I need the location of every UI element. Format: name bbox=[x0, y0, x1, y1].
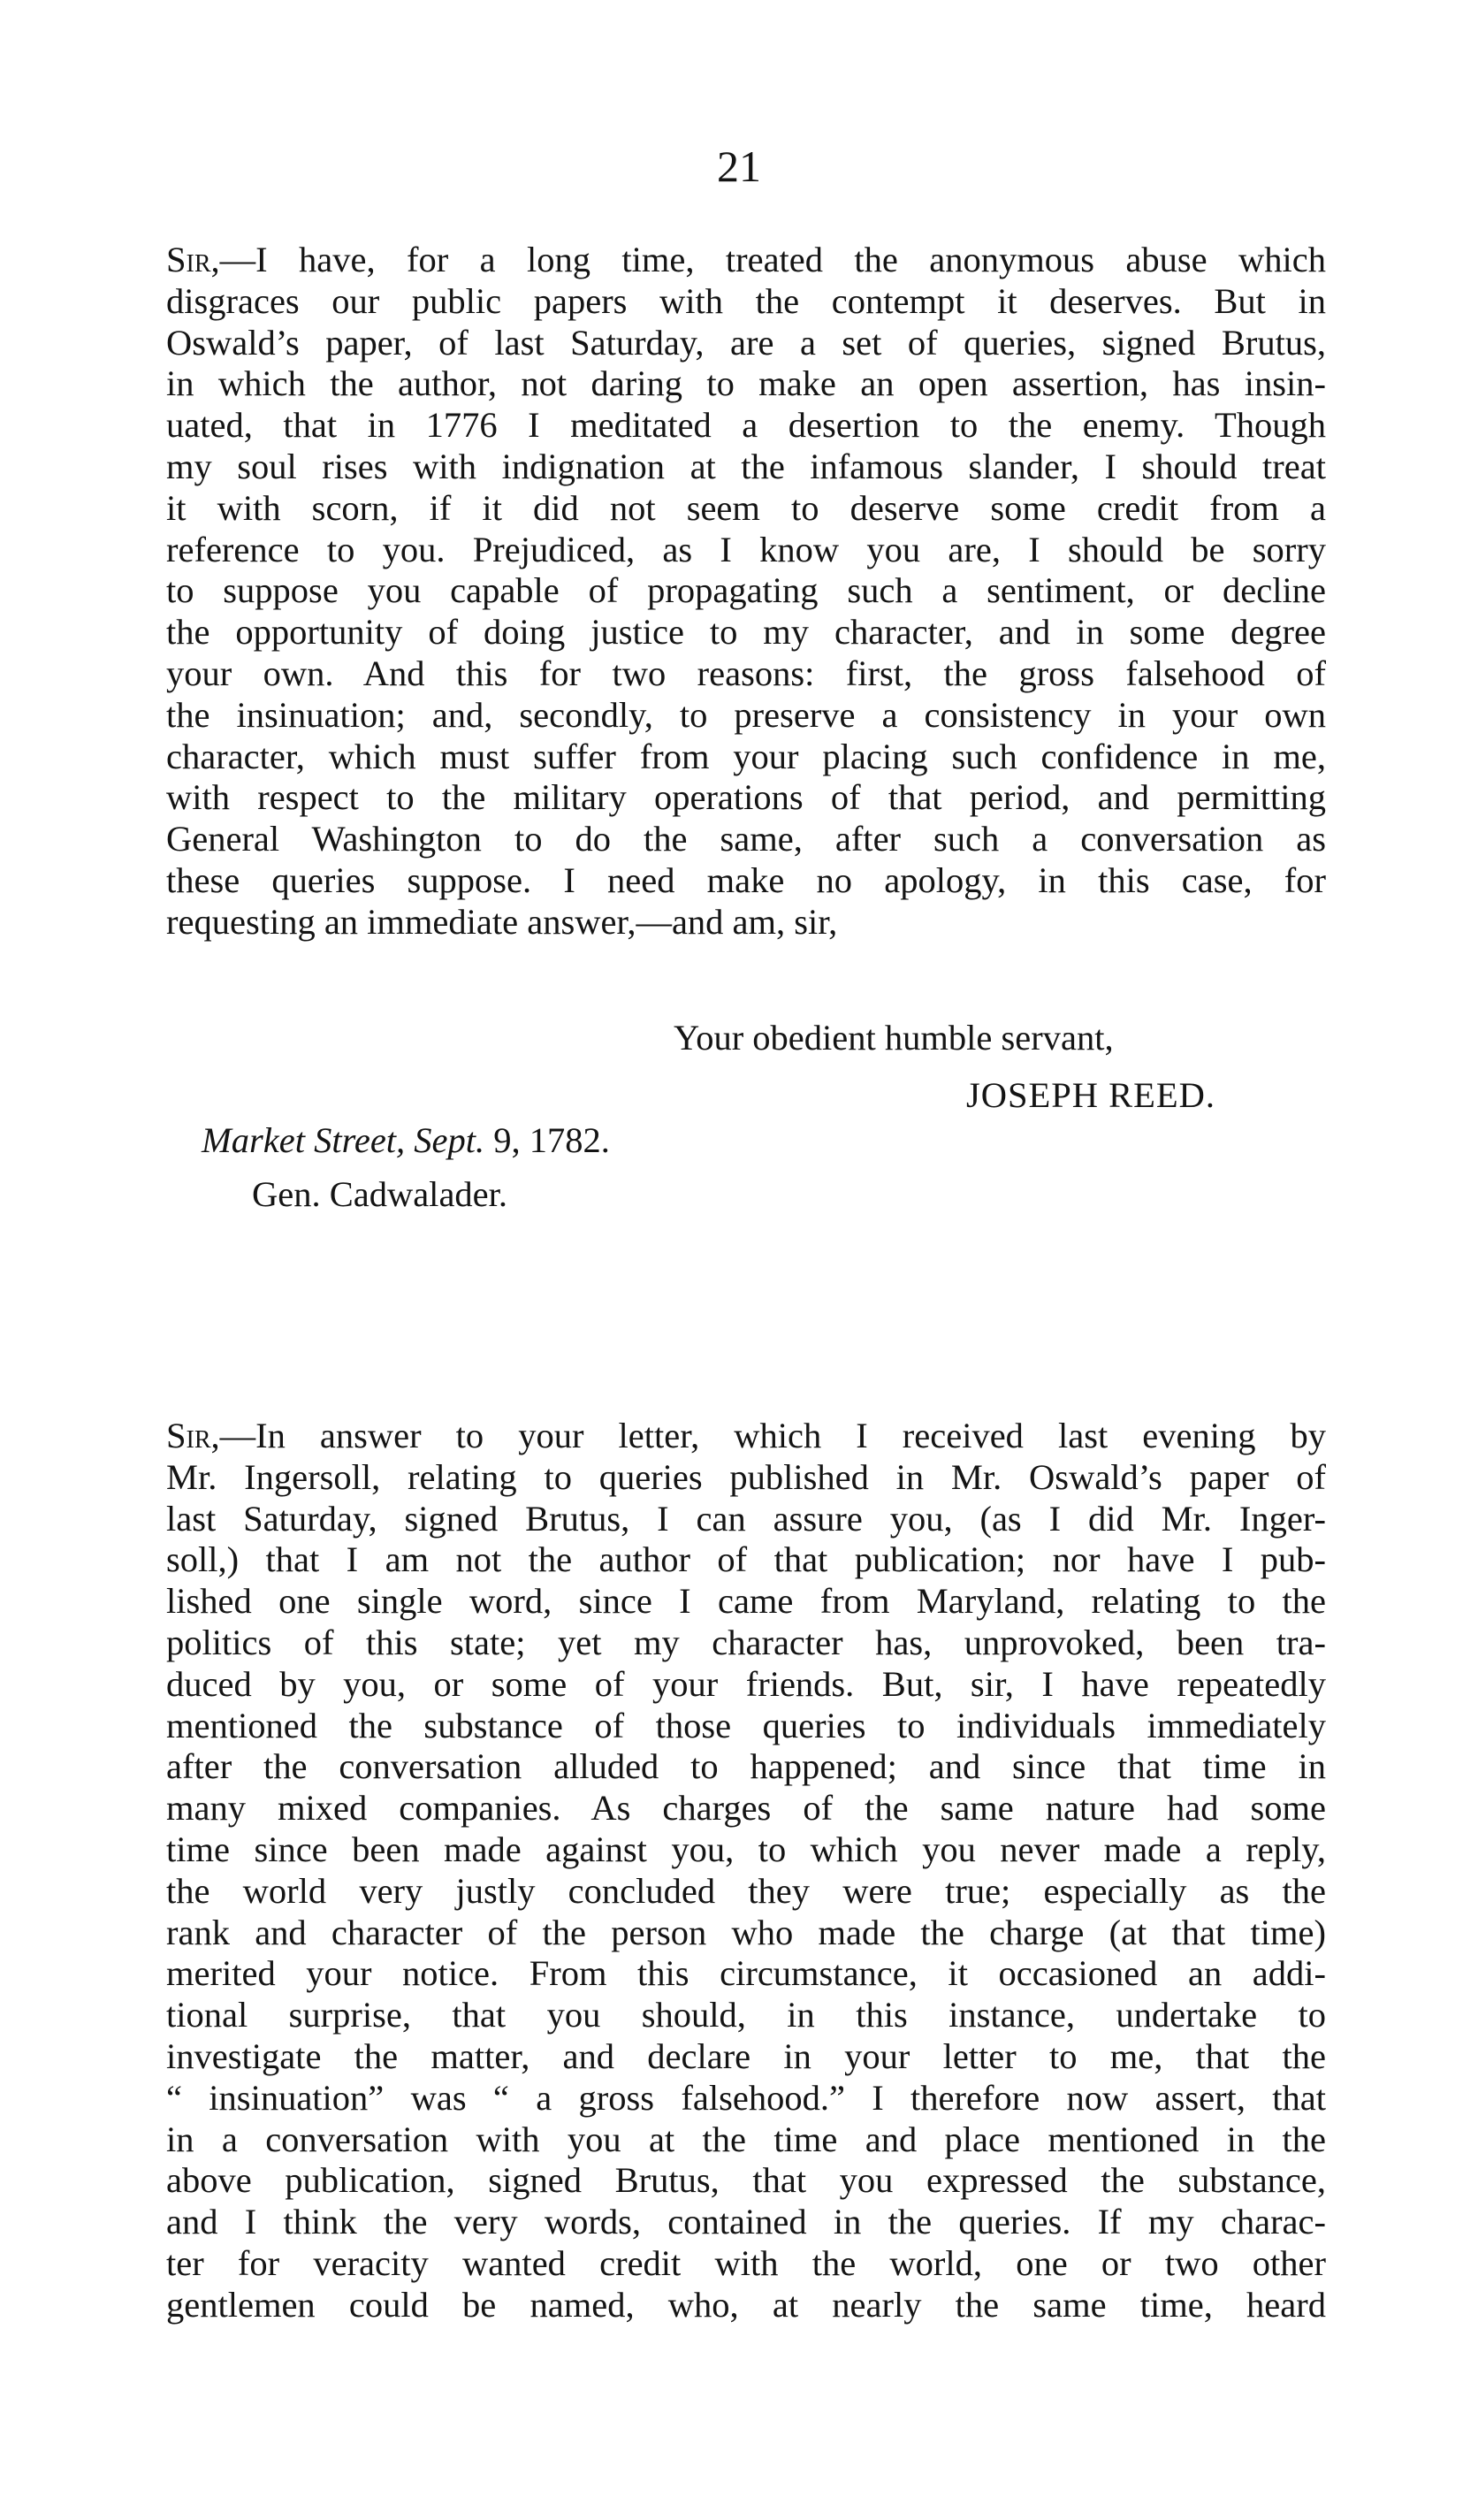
letter-line: in a conversation with you at the time and place mentioned in the bbox=[166, 2119, 1326, 2159]
letter-line: Sir,—I have, for a long time, treated the anonymous abuse which bbox=[166, 240, 1326, 279]
letter-line: the opportunity of doing justice to my character, and in some degree bbox=[166, 612, 1326, 653]
letter-line: the world very justly concluded they were true; especially as the bbox=[166, 1870, 1326, 1911]
letter-line: Oswald’s paper, of last Saturday, are a set of queries, signed Brutus, bbox=[166, 322, 1326, 363]
closing: Your obedient humble servant, bbox=[674, 1018, 1114, 1058]
dateline bbox=[202, 1119, 610, 1161]
letter-line: mentioned the substance of those queries to individuals immediately bbox=[166, 1705, 1326, 1745]
addressee: Gen. Cadwalader. bbox=[252, 1174, 508, 1214]
letter-line: requesting an immediate answer,—and am, sir, bbox=[166, 901, 838, 942]
letter-line: my soul rises with indignation at the infamous slander, I should treat bbox=[166, 446, 1326, 486]
letter-line: many mixed companies. As charges of the same nature had some bbox=[166, 1788, 1326, 1829]
letter-line: in which the author, not daring to make an open assertion, has insin- bbox=[166, 363, 1326, 404]
letter-line: General Washington to do the same, after such a conversation as bbox=[166, 819, 1326, 859]
letter-cadwalader bbox=[166, 1416, 1326, 2326]
letter-line: tional surprise, that you should, in this instance, undertake to bbox=[166, 1995, 1326, 2035]
letter-line: these queries suppose. I need make no apology, in this case, for bbox=[166, 859, 1326, 900]
letter-line: and I think the very words, contained in the queries. If my charac- bbox=[166, 2202, 1326, 2242]
letter-line: to suppose you capable of propagating such a sentiment, or decline bbox=[166, 570, 1326, 611]
dateline-place: Market Street, Sept. bbox=[202, 1120, 485, 1160]
letter-line: character, which must suffer from your placing such confidence in me, bbox=[166, 736, 1326, 776]
letter-line: uated, that in 1776 I meditated a desertion to the enemy. Though bbox=[166, 405, 1326, 446]
letter-line: investigate the matter, and declare in your letter to me, that the bbox=[166, 2035, 1326, 2076]
dateline-date: 9, 1782. bbox=[493, 1120, 610, 1160]
letter-line: your own. And this for two reasons: first, the gross falsehood of bbox=[166, 653, 1326, 693]
letter-line: it with scorn, if it did not seem to deserve some credit from a bbox=[166, 487, 1326, 528]
letter-line: gentlemen could be named, who, at nearly the same time, heard bbox=[166, 2284, 1326, 2325]
letter-line: reference to you. Prejudiced, as I know you are, I should be sorry bbox=[166, 529, 1326, 569]
letter-line: soll,) that I am not the author of that publication; nor have I pub- bbox=[166, 1539, 1326, 1580]
letter-line: time since been made against you, to which you never made a reply, bbox=[166, 1829, 1326, 1869]
letter-line: with respect to the military operations of that period, and permitting bbox=[166, 777, 1326, 818]
page-number: 21 bbox=[717, 141, 761, 191]
signature: JOSEPH REED. bbox=[966, 1075, 1216, 1115]
letter-line: the insinuation; and, secondly, to preserve a consistency in your own bbox=[166, 694, 1326, 735]
salutation: Sir, bbox=[166, 1416, 220, 1455]
letter-line: duced by you, or some of your friends. But, sir, I have repeatedly bbox=[166, 1663, 1326, 1704]
salutation: Sir, bbox=[166, 240, 220, 279]
letter-line: rank and character of the person who made the charge (at that time) bbox=[166, 1912, 1326, 1952]
letter-line: lished one single word, since I came from Maryland, relating to the bbox=[166, 1581, 1326, 1622]
letter-line: after the conversation alluded to happened; and since that time in bbox=[166, 1746, 1326, 1787]
letter-line: above publication, signed Brutus, that you expressed the substance, bbox=[166, 2160, 1326, 2201]
letter-reed bbox=[166, 240, 1326, 943]
letter-line: Sir,—In answer to your letter, which I received last evening by bbox=[166, 1416, 1326, 1455]
letter-line: Mr. Ingersoll, relating to queries published in Mr. Oswald’s paper of bbox=[166, 1456, 1326, 1497]
letter-line: politics of this state; yet my character has, unprovoked, been tra- bbox=[166, 1622, 1326, 1662]
letter-line: merited your notice. From this circumstance, it occasioned an addi- bbox=[166, 1953, 1326, 1994]
letter-line: ter for veracity wanted credit with the world, one or two other bbox=[166, 2242, 1326, 2283]
letter-line: “ insinuation” was “ a gross falsehood.” I therefore now assert, that bbox=[166, 2077, 1326, 2118]
letter-line: disgraces our public papers with the contempt it deserves. But in bbox=[166, 280, 1326, 321]
letter-line: last Saturday, signed Brutus, I can assure you, (as I did Mr. Inger- bbox=[166, 1498, 1326, 1539]
